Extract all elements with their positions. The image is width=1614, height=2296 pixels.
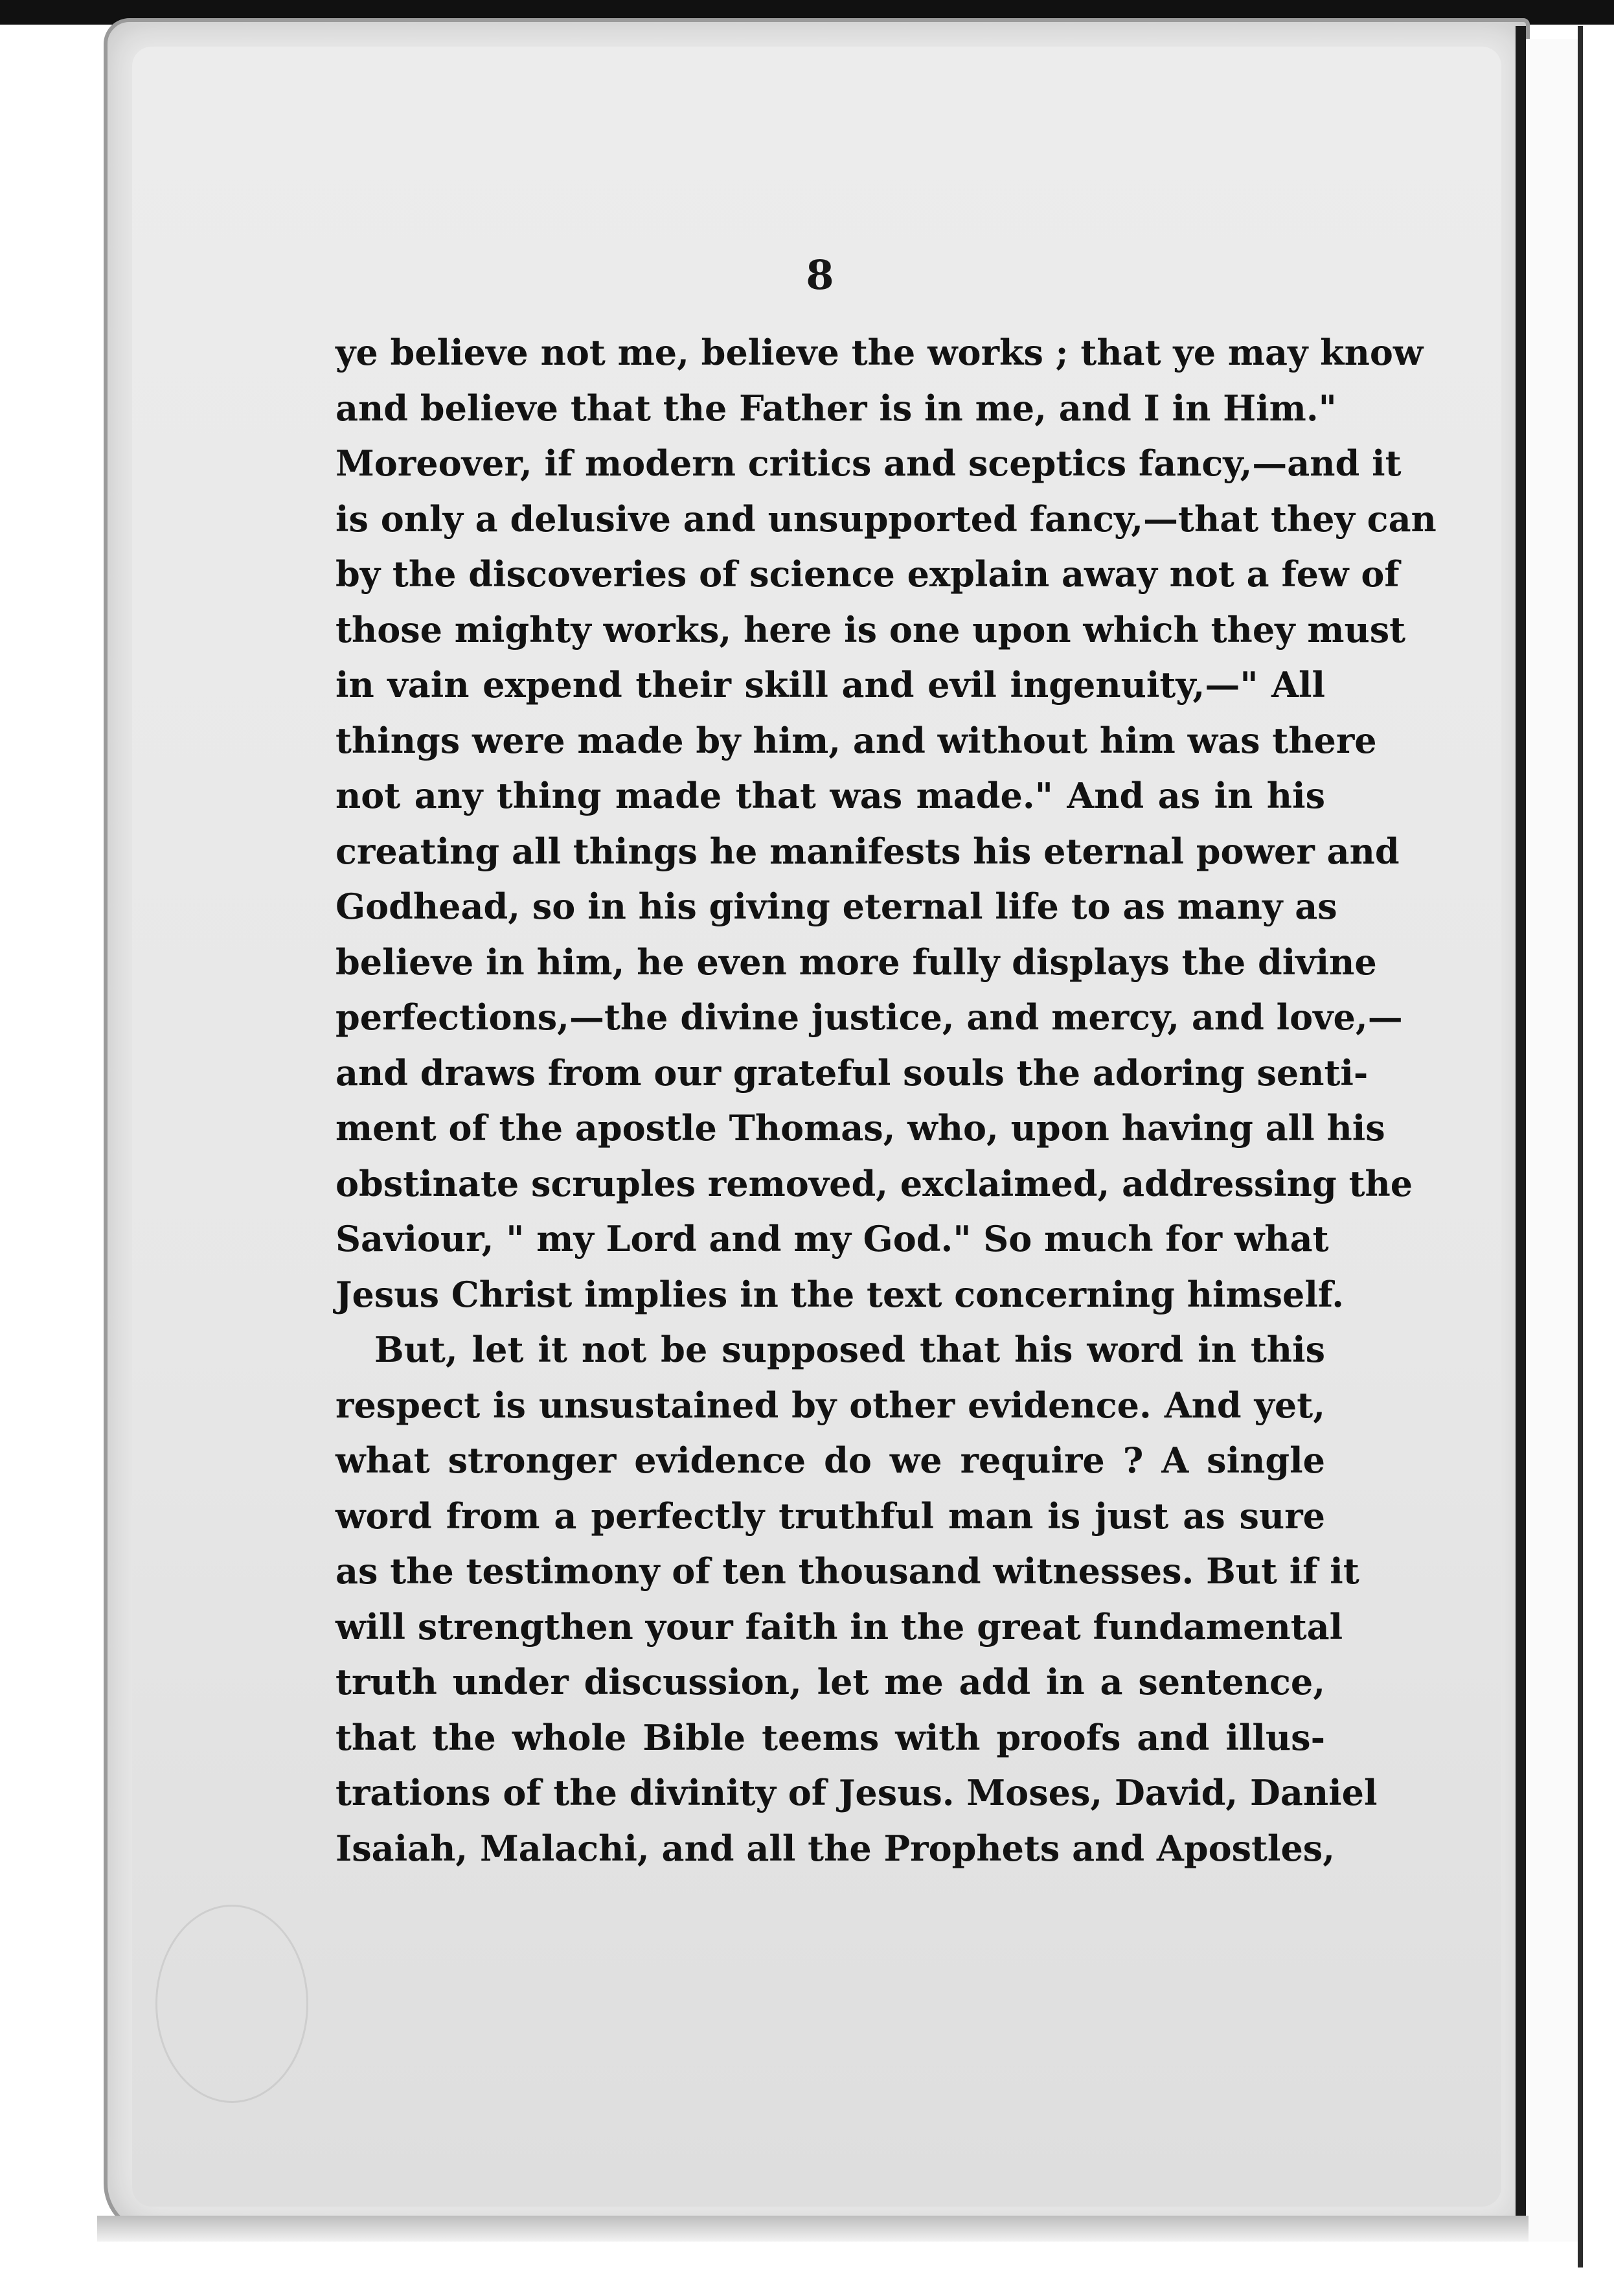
text-line: and draws from our grateful souls the adoring senti-: [335, 1051, 1369, 1094]
text-line: But, let it not be supposed that his word in this: [374, 1329, 1325, 1370]
text-line: what stronger evidence do we require ? A single: [335, 1440, 1325, 1481]
text-line: ment of the apostle Thomas, who, upon having all his: [335, 1107, 1385, 1149]
text-line: respect is unsustained by other evidence. And yet,: [335, 1384, 1325, 1426]
binding-edge-outer: [1578, 26, 1583, 2267]
text-line: Moreover, if modern critics and sceptics fancy,—and it: [335, 442, 1402, 484]
text-line: not any thing made that was made." And as in his: [335, 775, 1325, 816]
text-line: will strengthen your faith in the great fundamental: [335, 1605, 1343, 1647]
text-line: Godhead, so in his giving eternal life to as many as: [335, 886, 1337, 927]
text-line: is only a delusive and unsupported fancy,—that they can: [335, 498, 1437, 540]
text-line: believe in him, he even more fully displays the divine: [335, 941, 1377, 983]
binding-edge: [1516, 26, 1526, 2242]
text-line: and believe that the Father is in me, and I in Him.": [335, 387, 1337, 429]
text-line: as the testimony of ten thousand witnesses. But if it: [335, 1550, 1359, 1592]
text-line: perfections,—the divine justice, and mercy, and love,—: [335, 996, 1403, 1038]
text-line: Jesus Christ implies in the text concerning himself.: [335, 1273, 1345, 1315]
text-line: trations of the divinity of Jesus. Moses, David, Daniel: [335, 1772, 1378, 1813]
text-line: Isaiah, Malachi, and all the Prophets and Apostles,: [335, 1827, 1336, 1869]
text-line: word from a perfectly truthful man is just as sure: [335, 1495, 1325, 1537]
body-text: [335, 325, 1437, 1876]
text-line: creating all things he manifests his eternal power and: [335, 830, 1400, 872]
text-line: in vain expend their skill and evil ingenuity,—" All: [335, 664, 1325, 706]
library-stamp: [155, 1905, 308, 2103]
text-line: ye believe not me, believe the works ; that ye may know: [335, 332, 1424, 373]
binding-gap: [1526, 39, 1578, 2242]
text-line: truth under discussion, let me add in a sentence,: [335, 1661, 1325, 1703]
text-line: Saviour, " my Lord and my God." So much for what: [335, 1218, 1329, 1259]
text-line: things were made by him, and without him was there: [335, 719, 1377, 761]
text-line: those mighty works, here is one upon which they must: [335, 608, 1406, 650]
page-bottom-edge: [97, 2216, 1529, 2242]
text-line: that the whole Bible teems with proofs and illus-: [335, 1716, 1325, 1758]
text-line: obstinate scruples removed, exclaimed, addressing the: [335, 1162, 1413, 1204]
page-number: 8: [806, 251, 834, 299]
text-line: by the discoveries of science explain away not a few of: [335, 553, 1400, 595]
